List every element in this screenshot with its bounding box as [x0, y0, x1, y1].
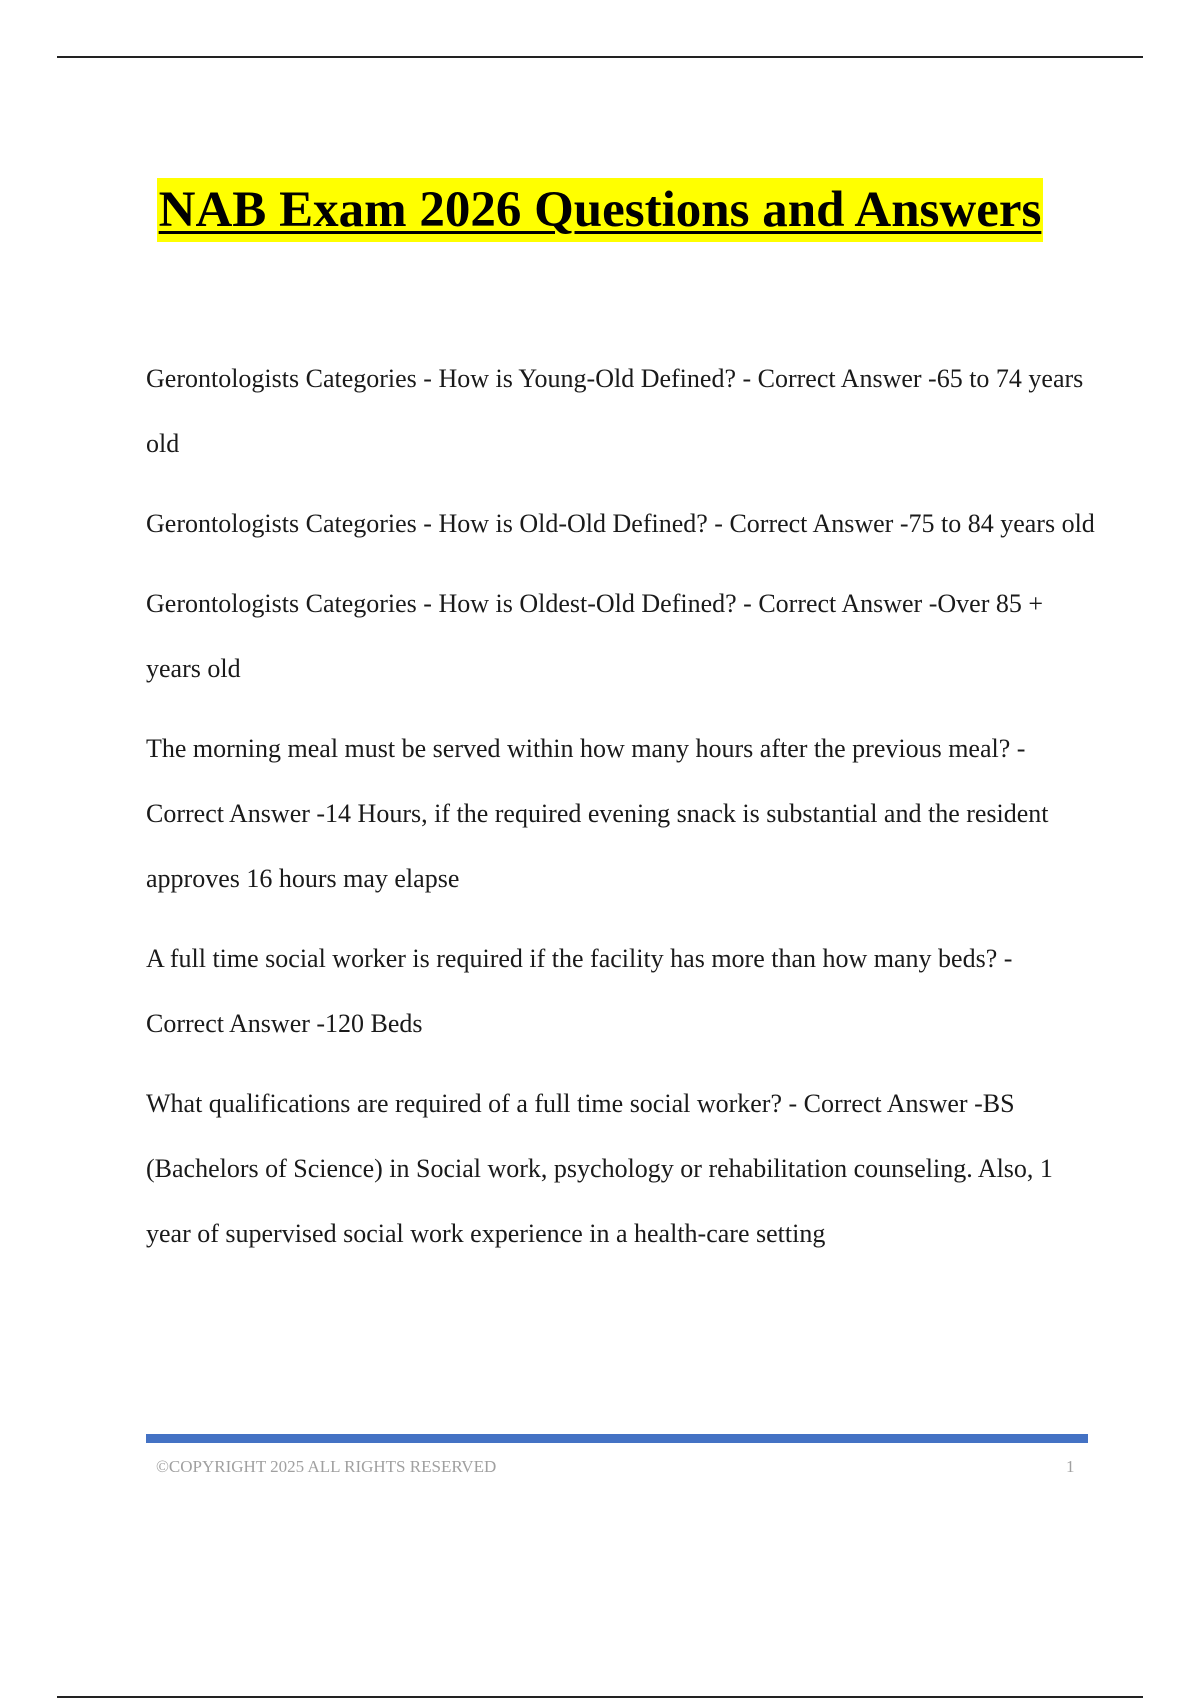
footer-divider: [146, 1434, 1088, 1443]
qa-item: Gerontologists Categories - How is Young-Old Defined? - Correct Answer -65 to 74 years old: [146, 364, 1084, 458]
footer-copyright: ©COPYRIGHT 2025 ALL RIGHTS RESERVED: [156, 1457, 497, 1476]
title-container: [0, 178, 1200, 242]
top-rule: [57, 56, 1143, 58]
bottom-rule: [57, 1696, 1143, 1698]
qa-item: The morning meal must be served within how many hours after the previous meal? - Correct Answer -14 Hours, if the required evening snack is substantial and the resident approves 16 hours may elapse: [146, 734, 1049, 893]
page-title: NAB Exam 2026 Questions and Answers: [157, 178, 1044, 242]
qa-item: Gerontologists Categories - How is Old-Old Defined? - Correct Answer -75 to 84 years old: [146, 509, 1095, 538]
qa-list: [146, 346, 1096, 1281]
qa-item: A full time social worker is required if the facility has more than how many beds? - Correct Answer -120 Beds: [146, 944, 1013, 1038]
qa-item: Gerontologists Categories - How is Oldest-Old Defined? - Correct Answer -Over 85 + years old: [146, 589, 1044, 683]
qa-item: What qualifications are required of a full time social worker? - Correct Answer -BS (Bachelors of Science) in Social work, psychology or rehabilitation counseling. Also, 1 year of supervised social work experience in a health-care setting: [146, 1089, 1053, 1248]
page-number: 1: [1066, 1457, 1075, 1476]
